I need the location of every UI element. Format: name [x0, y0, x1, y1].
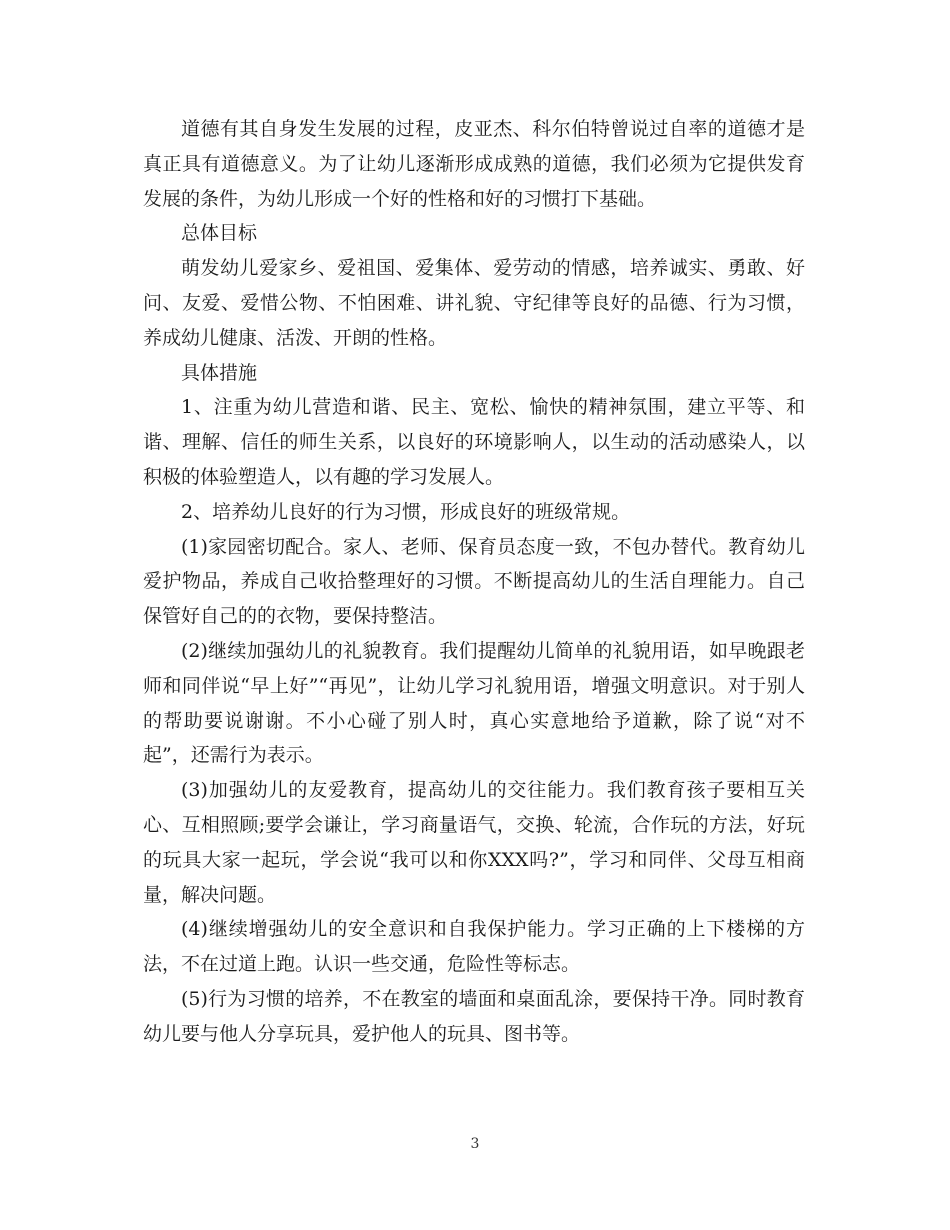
paragraph-item-2: (2)继续加强幼儿的礼貌教育。我们提醒幼儿简单的礼貌用语，如早晚跟老师和同伴说“早上好”“再见”，让幼儿学习礼貌用语，增强文明意识。对于别人的帮助要说谢谢。不小心碰了别人时，真心实意地给予道歉，除了说“对不起”，还需行为表示。 [143, 639, 805, 767]
heading-specific-measures: 具体措施 [181, 361, 258, 384]
paragraph-item-3: (3)加强幼儿的友爱教育，提高幼儿的交往能力。我们教育孩子要相互关心、互相照顾;要学会谦让，学习商量语气，交换、轮流，合作玩的方法，好玩的玩具大家一起玩，学会说“我可以和你XXX吗?”，学习和同伴、父母互相商量，解决问题。 [143, 779, 805, 906]
paragraph-intro: 道德有其自身发生发展的过程，皮亚杰、科尔伯特曾说过自率的道德才是真正具有道德意义。为了让幼儿逐渐形成成熟的道德，我们必须为它提供发育发展的条件，为幼儿形成一个好的性格和好的习惯打下基础。 [143, 118, 805, 210]
paragraph-item-5: (5)行为习惯的培养，不在教室的墙面和桌面乱涂，要保持干净。同时教育幼儿要与他人分享玩具，爱护他人的玩具、图书等。 [143, 987, 805, 1045]
paragraph-measure-1: 1、注重为幼儿营造和谐、民主、宽松、愉快的精神氛围，建立平等、和谐、理解、信任的师生关系，以良好的环境影响人，以生动的活动感染人，以积极的体验塑造人，以有趣的学习发展人。 [143, 396, 805, 488]
paragraph-item-1: (1)家园密切配合。家人、老师、保育员态度一致，不包办替代。教育幼儿爱护物品，养成自己收拾整理好的习惯。不断提高幼儿的生活自理能力。自己保管好自己的的衣物，要保持整洁。 [143, 535, 805, 628]
paragraph-measure-2: 2、培养幼儿良好的行为习惯，形成良好的班级常规。 [181, 500, 631, 523]
document-body [143, 112, 805, 1052]
heading-overall-goal: 总体目标 [181, 222, 258, 245]
page-number: 3 [470, 1136, 480, 1152]
paragraph-item-4: (4)继续增强幼儿的安全意识和自我保护能力。学习正确的上下楼梯的方法，不在过道上跑。认识一些交通，危险性等标志。 [143, 918, 805, 976]
paragraph-overall-goal: 萌发幼儿爱家乡、爱祖国、爱集体、爱劳动的情感，培养诚实、勇敢、好问、友爱、爱惜公物、不怕困难、讲礼貌、守纪律等良好的品德、行为习惯，养成幼儿健康、活泼、开朗的性格。 [143, 257, 805, 349]
